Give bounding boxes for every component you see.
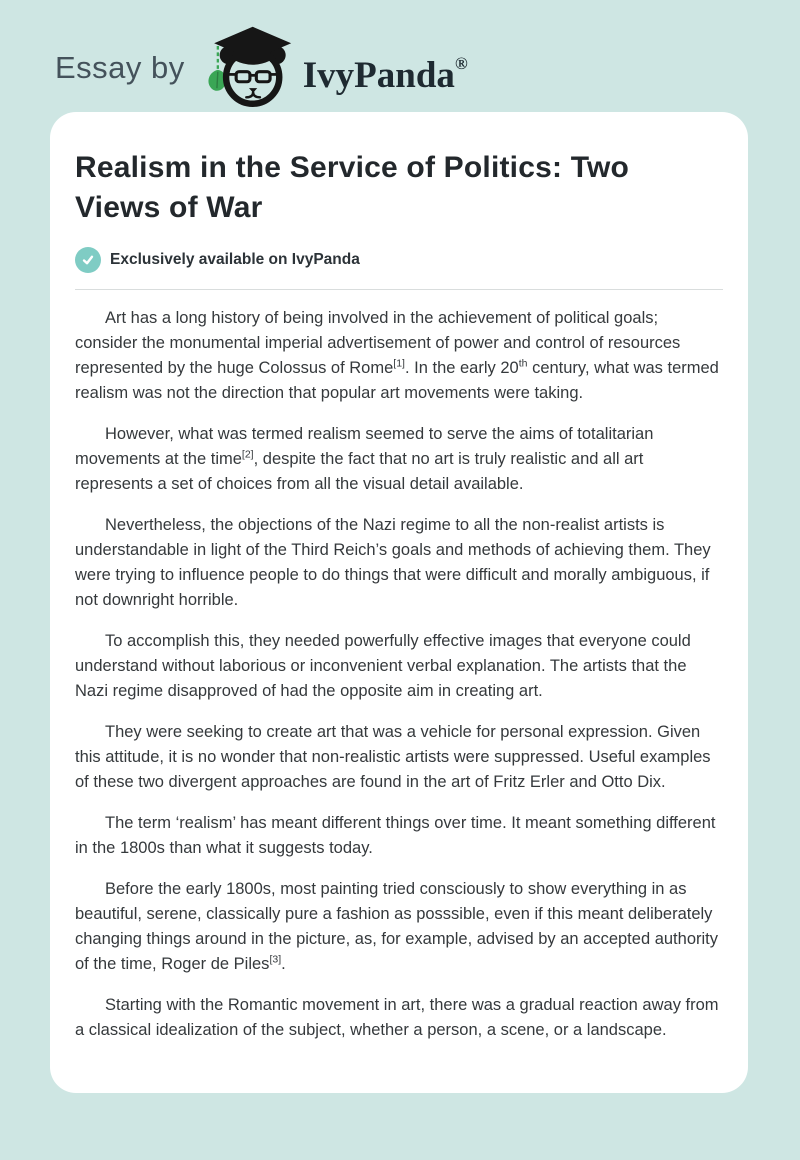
site-header <box>0 0 800 112</box>
exclusive-badge <box>75 247 723 273</box>
paragraph-text: To accomplish this, they needed powerfully effective images that everyone could understand without laborious or inconvenient verbal explanation. The artists that the Nazi regime disapproved of had the opposite aim in creating art. <box>75 632 691 700</box>
exclusive-badge-label: Exclusively available on IvyPanda <box>110 251 360 268</box>
paragraph-text: Starting with the Romantic movement in art, there was a gradual reaction away from a classical idealization of the subject, whether a person, a scene, or a landscape. <box>75 996 719 1039</box>
reference-superscript: [2] <box>241 448 254 461</box>
reference-superscript: [1] <box>393 357 405 370</box>
paragraph-text: However, what was termed realism seemed to serve the aims of totalitarian movements at the time <box>75 425 654 468</box>
brand-name: IvyPanda <box>302 54 455 96</box>
essay-paragraph <box>75 877 723 977</box>
paragraph-text: Art has a long history of being involved in the achievement of political goals; consider the monumental imperial advertisement of power and control of resources represented by the huge Colossus of Rome <box>75 309 681 377</box>
essay-paragraph <box>75 306 723 406</box>
check-icon <box>75 247 101 273</box>
paragraph-text: , despite the fact that no art is truly realistic and all art represents a set of choices from all the visual detail available. <box>75 450 644 493</box>
brand-wordmark <box>303 43 468 94</box>
paragraph-text: Before the early 1800s, most painting tried consciously to show everything in as beautiful, serene, classically pure a fashion as posssible, even if this meant deliberately changing things around in the picture, as, for example, advised by an accepted authority of the time, Roger de Piles <box>75 880 718 973</box>
registered-mark: ® <box>454 53 468 73</box>
paragraph-text: The term ‘realism’ has meant different things over time. It meant something different in the 1800s than what it suggests today. <box>75 814 716 857</box>
essay-by-label: Essay by <box>55 50 185 85</box>
paragraph-text: . <box>281 955 286 973</box>
paragraph-text: century, what was termed realism was not the direction that popular art movements were taking. <box>75 359 719 402</box>
essay-paragraph <box>75 811 723 861</box>
paragraph-text: They were seeking to create art that was a vehicle for personal expression. Given this attitude, it is no wonder that non-realistic artists were suppressed. Useful examples of these two divergent approaches are found in the art of Fritz Erler and Otto Dix. <box>75 723 711 791</box>
divider <box>75 289 723 290</box>
paragraph-text: Nevertheless, the objections of the Nazi regime to all the non-realist artists is understandable in light of the Third Reich’s goals and methods of achieving them. They were trying to influence people to do things that were difficult and morally ambiguous, if not downright horrible. <box>75 516 711 609</box>
essay-paragraph <box>75 629 723 704</box>
panda-graduate-logo-icon <box>197 24 301 112</box>
page-title: Realism in the Service of Politics: Two Views of War <box>75 151 630 224</box>
reference-superscript: [3] <box>269 953 282 966</box>
essay-paragraph <box>75 422 723 497</box>
reference-superscript: th <box>518 357 528 370</box>
essay-paragraph <box>75 993 723 1043</box>
essay-paragraph <box>75 513 723 613</box>
paragraph-text: . In the early 20 <box>404 359 519 377</box>
essay-paragraph <box>75 720 723 795</box>
essay-card <box>50 112 748 1093</box>
essay-body <box>75 306 723 1043</box>
